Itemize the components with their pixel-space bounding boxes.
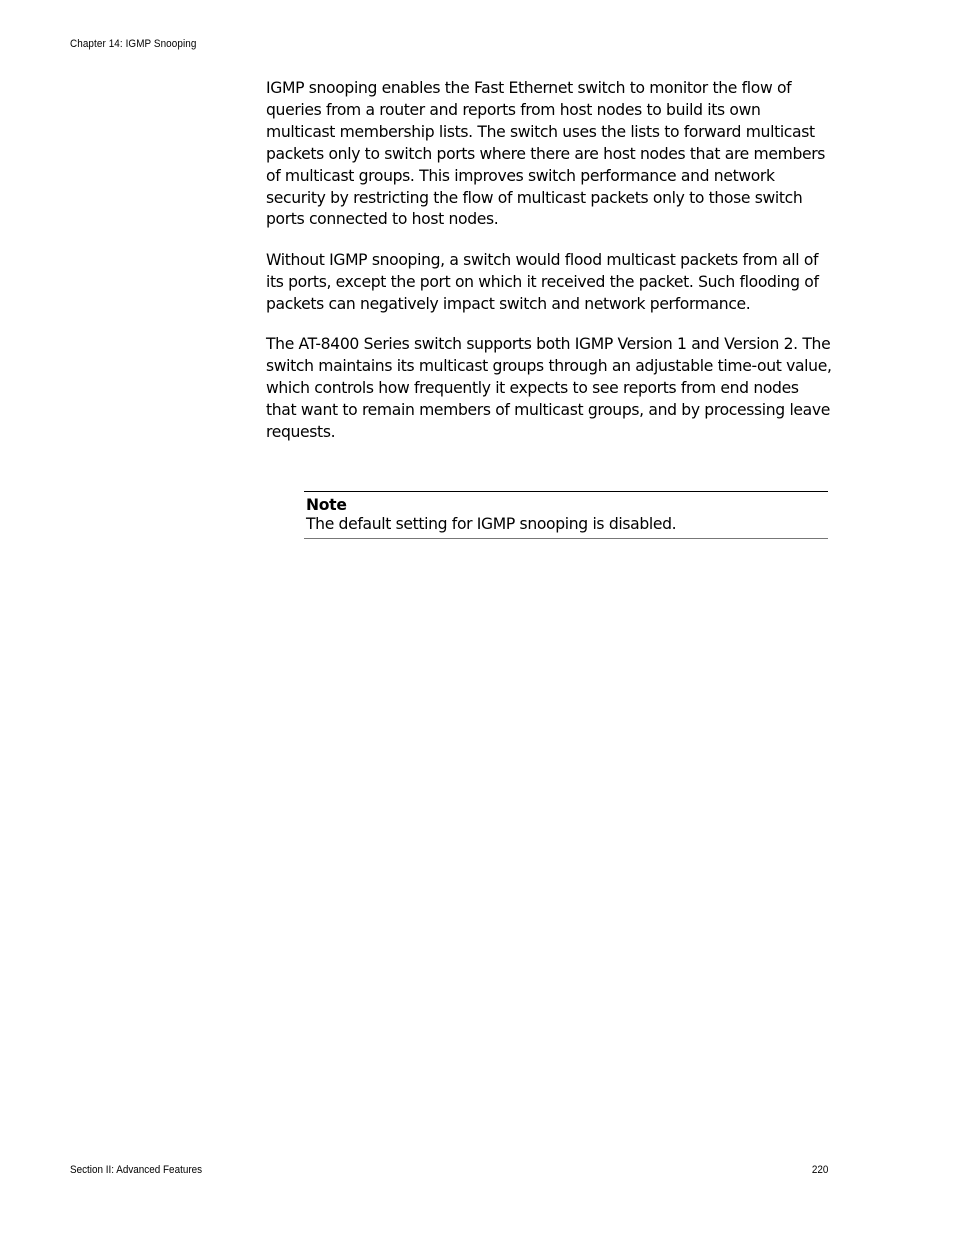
body-text xyxy=(266,78,832,462)
note-title: Note xyxy=(306,496,347,514)
footer-section-title: Section II: Advanced Features xyxy=(70,1164,203,1176)
footer-page-number: 220 xyxy=(811,1164,828,1176)
paragraph-without-igmp-snooping: Without IGMP snooping, a switch would flood multicast packets from all of its ports, except the port on which it received the packet. Such flooding of packets can negatively impact switch and network performance. xyxy=(266,250,819,313)
paragraph-version-support: The AT-8400 Series switch supports both IGMP Version 1 and Version 2. The switch maintains its multicast groups through an adjustable time-out value, which controls how frequently it expects to see reports from end nodes that want to remain members of multicast groups, and by processing leave requests. xyxy=(266,335,832,441)
note-box xyxy=(304,491,828,539)
running-header: Chapter 14: IGMP Snooping xyxy=(70,38,197,50)
note-text: The default setting for IGMP snooping is disabled. xyxy=(306,515,677,533)
paragraph-igmp-snooping-overview: IGMP snooping enables the Fast Ethernet switch to monitor the flow of queries from a router and reports from host nodes to build its own multicast membership lists. The switch uses the lists to forward multicast packets only to switch ports where there are host nodes that are members of multicast groups. This improves switch performance and network security by restricting the flow of multicast packets only to those switch ports connected to host nodes. xyxy=(266,79,826,229)
